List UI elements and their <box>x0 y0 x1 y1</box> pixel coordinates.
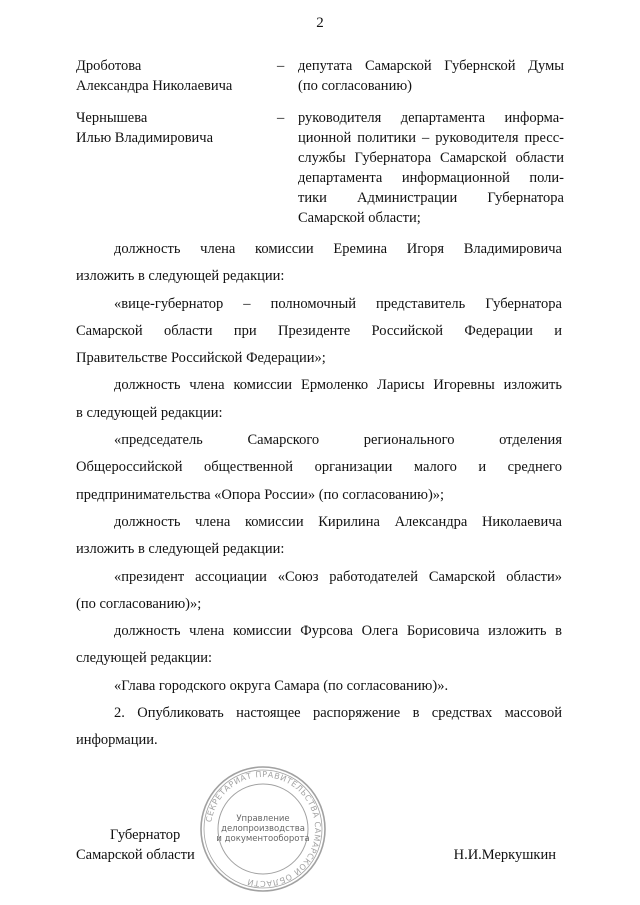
paragraph-line: (по согласованию)»; <box>76 595 202 612</box>
seal-center-line: Управление <box>236 814 290 824</box>
role-line: тики Администрации Губернатора <box>298 190 564 206</box>
paragraph-line: должность члена комиссии Кирилина Александра Николаевича <box>114 513 562 530</box>
paragraph-line: «председатель Самарского регионального отделения <box>114 432 562 449</box>
signature-block <box>76 825 562 865</box>
member-surname: Чернышева <box>76 110 148 126</box>
role-line: департамента информационной поли- <box>298 170 564 186</box>
paragraph-line: должность члена комиссии Фурсова Олега Борисовича изложить в <box>114 623 562 640</box>
member-dash: – <box>277 110 285 126</box>
role-line: Самарской области; <box>298 210 421 226</box>
signatory-title-line: Губернатор <box>110 827 181 843</box>
role-line: руководителя департамента информа- <box>298 110 564 126</box>
member-name <box>76 108 266 148</box>
signatory-name: Н.И.Меркушкин <box>453 847 556 863</box>
paragraph-line: «Глава городского округа Самара (по согласованию)». <box>114 677 449 694</box>
paragraph-line: предпринимательства «Опора России» (по согласованию)»; <box>76 486 445 503</box>
paragraph-line: должность члена комиссии Еремина Игоря Владимировича <box>114 241 562 257</box>
member-given-names: Илью Владимировича <box>76 130 214 146</box>
role-line: службы Губернатора Самарской области <box>298 150 564 166</box>
signatory-title-line: Самарской области <box>76 847 195 863</box>
page-number: 2 <box>316 15 324 31</box>
paragraph-line: Самарской области при Президенте Российской Федерации и <box>76 322 562 339</box>
paragraph-line: изложить в следующей редакции: <box>76 268 285 285</box>
seal-ring-text: СЕКРЕТАРИАТ ПРАВИТЕЛЬСТВА САМАРСКОЙ ОБЛАСТИ <box>204 769 323 889</box>
paragraph-line: в следующей редакции: <box>76 404 223 421</box>
member-role <box>298 56 564 96</box>
paragraph-line: «президент ассоциации «Союз работодателей Самарской области» <box>114 568 562 585</box>
paragraph-line: Правительстве Российской Федерации»; <box>76 350 326 367</box>
seal-center-line: и документооборота <box>216 834 310 844</box>
paragraph-line: изложить в следующей редакции: <box>76 541 285 558</box>
paragraph-line: следующей редакции: <box>76 650 213 667</box>
document-body <box>76 236 562 755</box>
member-surname: Дроботова <box>76 58 142 74</box>
role-line: депутата Самарской Губернской Думы <box>298 58 564 74</box>
paragraph-line: должность члена комиссии Ермоленко Ларисы Игоревны изложить <box>114 377 562 394</box>
role-line: (по согласованию) <box>298 78 412 94</box>
member-name <box>76 56 266 96</box>
paragraph-line: Общероссийской общественной организации малого и среднего <box>76 459 562 476</box>
member-dash: – <box>277 58 285 74</box>
paragraph-line: «вице-губернатор – полномочный представитель Губернатора <box>114 295 562 312</box>
paragraph-line: 2. Опубликовать настоящее распоряжение в средствах массовой <box>114 705 562 722</box>
member-given-names: Александра Николаевича <box>76 78 233 94</box>
member-role <box>298 108 564 228</box>
paragraph-line: информации. <box>76 732 158 749</box>
seal-center-line: делопроизводства <box>221 824 305 834</box>
role-line: ционной политики – руководителя пресс- <box>298 130 564 146</box>
